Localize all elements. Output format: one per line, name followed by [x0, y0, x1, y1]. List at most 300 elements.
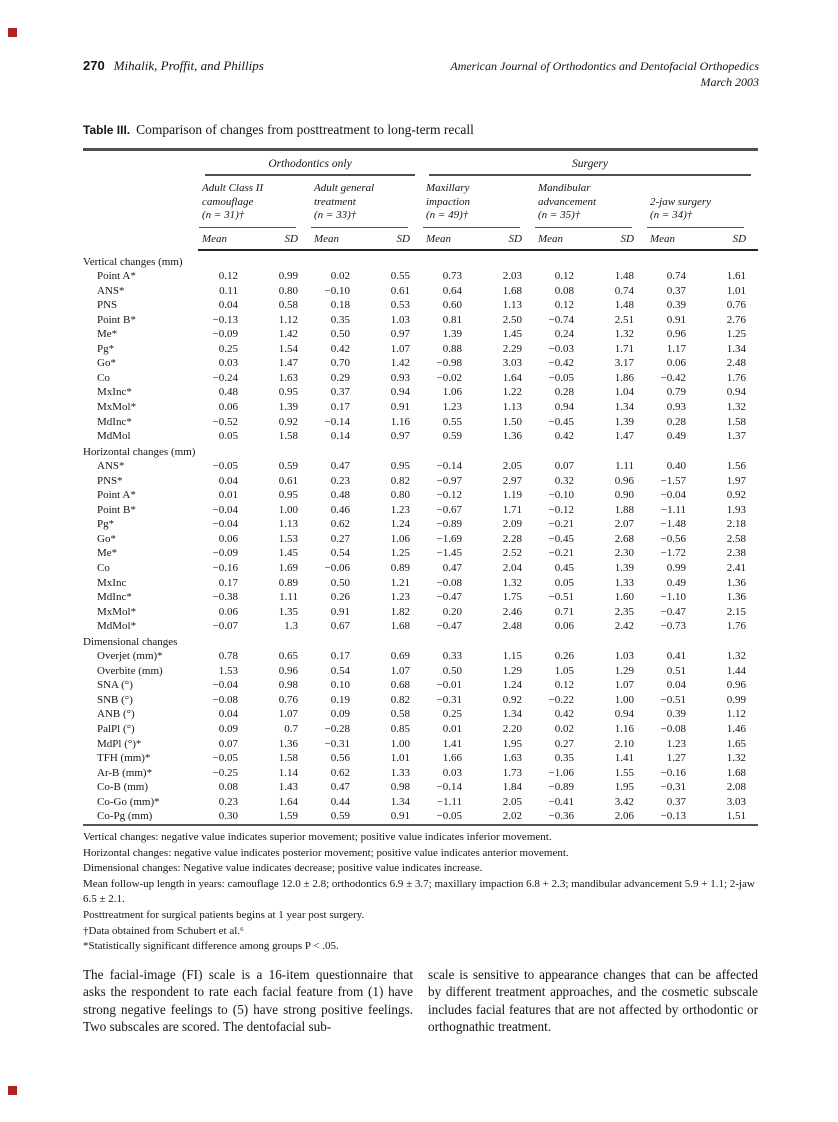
mean-value: −0.52 — [212, 415, 238, 428]
sd-value: 2.05 — [502, 460, 522, 473]
stub-cell — [83, 228, 198, 250]
sd-value: 1.19 — [502, 489, 522, 502]
row-label: MxMol* — [97, 400, 137, 413]
mean-value: 0.12 — [554, 299, 574, 312]
footnote: *Statistically significant difference among groups P < .05. — [83, 940, 339, 953]
mean-value: −1.11 — [660, 503, 686, 516]
section-header: Dimensional changes — [83, 635, 178, 648]
mean-value: 0.12 — [218, 270, 238, 283]
table-row — [83, 503, 758, 518]
table-row — [83, 488, 758, 503]
mean-value: 0.05 — [554, 576, 574, 589]
mean-value: −0.09 — [212, 547, 238, 560]
sd-value: 1.53 — [278, 532, 298, 545]
mean-value: 0.91 — [666, 313, 686, 326]
mean-value: 0.30 — [218, 810, 238, 823]
sd-value: 0.89 — [278, 576, 298, 589]
mean-value: 0.17 — [330, 650, 350, 663]
mean-value: 1.05 — [554, 664, 574, 677]
table-head — [83, 150, 758, 250]
mean-value: 0.64 — [442, 284, 462, 297]
mean-value: −0.01 — [436, 679, 462, 692]
sd-value: 1.23 — [390, 503, 410, 516]
sd-value: 0.98 — [278, 679, 298, 692]
sd-value: 1.51 — [726, 810, 747, 823]
sd-value: 2.28 — [502, 532, 522, 545]
mean-value: −0.04 — [212, 679, 238, 692]
mean-value: 0.11 — [219, 284, 238, 297]
issue-date: March 2003 — [700, 75, 759, 89]
sd-value: 0.96 — [278, 664, 298, 677]
mean-value: 0.08 — [218, 781, 238, 794]
sd-value: 0.95 — [278, 386, 298, 399]
mean-value: 0.78 — [218, 650, 238, 663]
mean-value: −1.11 — [436, 795, 462, 808]
sd-value: 0.97 — [390, 328, 410, 341]
mean-value: 0.07 — [554, 460, 574, 473]
sd-value: 2.06 — [614, 810, 634, 823]
sd-value: 2.05 — [502, 795, 522, 808]
mean-value: 0.01 — [442, 723, 462, 735]
sd-value: 0.94 — [390, 386, 410, 399]
mean-value: 0.42 — [330, 342, 350, 355]
mean-value: 0.33 — [442, 650, 462, 663]
subheader-mean: Mean — [646, 228, 702, 250]
sd-value: 1.33 — [390, 766, 410, 779]
table-row — [83, 342, 758, 357]
sd-value: 1.15 — [502, 650, 522, 663]
sd-value: 0.61 — [278, 474, 298, 487]
sd-value: 2.03 — [502, 270, 522, 283]
table-row — [83, 385, 758, 400]
mean-value: 0.45 — [554, 561, 574, 574]
row-label: Go* — [97, 532, 116, 545]
sd-value: 1.88 — [614, 503, 634, 516]
mean-value: 1.23 — [666, 737, 686, 750]
mean-value: −0.13 — [212, 313, 238, 326]
mean-value: 0.18 — [330, 299, 350, 312]
sd-value: 1.63 — [502, 752, 522, 765]
table-row — [83, 780, 758, 795]
group-header — [422, 150, 758, 177]
comparison-table — [83, 148, 758, 826]
group-label: Orthodontics only — [205, 158, 415, 176]
group-header-row — [83, 150, 758, 177]
sd-value: 1.11 — [279, 591, 298, 604]
sd-value: 2.35 — [614, 605, 634, 618]
column-header — [534, 176, 646, 228]
sd-value: 1.55 — [614, 766, 634, 779]
sd-value: 1.36 — [726, 576, 747, 589]
mean-value: −0.10 — [548, 489, 574, 502]
mean-value: 0.49 — [666, 576, 686, 589]
sd-value: 1.35 — [278, 605, 298, 618]
sd-value: 2.50 — [502, 313, 522, 326]
mean-value: 0.47 — [442, 561, 462, 574]
sd-value: 1.32 — [614, 328, 634, 341]
mean-value: −0.31 — [436, 693, 462, 706]
column-header — [310, 176, 422, 228]
sd-value: 1.43 — [278, 781, 298, 794]
mean-value: 0.09 — [330, 708, 350, 721]
sd-value: 1.06 — [390, 532, 410, 545]
sd-value: 1.42 — [278, 328, 298, 341]
sd-value: 0.68 — [390, 679, 410, 692]
row-label: Point A* — [97, 270, 136, 283]
sd-value: 0.90 — [614, 489, 634, 502]
mean-value: 0.50 — [330, 328, 350, 341]
table-row — [83, 284, 758, 299]
subheader-mean: Mean — [198, 228, 254, 250]
table-row — [83, 766, 758, 781]
footnote: Vertical changes: negative value indicates superior movement; positive value indicates inferior movement. — [83, 831, 552, 843]
mean-value: −0.04 — [660, 489, 686, 502]
table-footnotes — [83, 830, 761, 955]
mean-value: −0.31 — [324, 737, 350, 750]
sd-value: 0.76 — [278, 693, 298, 706]
sd-value: 1.07 — [390, 342, 410, 355]
mean-value: 0.09 — [218, 723, 238, 735]
row-label: MdInc* — [97, 415, 132, 428]
sd-value: 0.69 — [390, 650, 410, 663]
mean-value: −0.45 — [548, 532, 574, 545]
mean-value: 0.74 — [666, 270, 686, 283]
sd-value: 1.25 — [726, 328, 747, 341]
mean-value: 0.04 — [666, 679, 686, 692]
sd-value: 2.48 — [502, 620, 522, 633]
mean-value: 1.06 — [442, 386, 462, 399]
column-header — [422, 176, 534, 228]
running-head — [83, 58, 759, 90]
mean-value: 0.06 — [218, 605, 238, 618]
sd-value: 1.00 — [390, 737, 410, 750]
mean-value: 0.03 — [218, 357, 238, 370]
mean-value: 0.47 — [330, 781, 350, 794]
mean-value: 0.04 — [218, 299, 238, 312]
mean-value: −0.45 — [548, 415, 574, 428]
table-row — [83, 546, 758, 561]
sd-value: 0.7 — [284, 723, 298, 735]
journal-name: American Journal of Orthodontics and Dentofacial Orthopedics — [450, 59, 759, 73]
sd-value: 1.29 — [502, 664, 522, 677]
scan-mark-top — [8, 28, 17, 37]
table-row — [83, 517, 758, 532]
mean-value: −0.02 — [436, 371, 462, 384]
mean-value: −0.16 — [212, 561, 238, 574]
table-row — [83, 605, 758, 620]
sd-value: 1.93 — [726, 503, 747, 516]
mean-value: 0.29 — [330, 371, 350, 384]
sd-value: 1.76 — [726, 371, 747, 384]
mean-value: −0.98 — [436, 357, 462, 370]
sd-value: 1.61 — [726, 270, 747, 283]
mean-value: 0.02 — [330, 270, 350, 283]
mean-value: 0.54 — [330, 664, 350, 677]
table-row — [83, 722, 758, 737]
sd-value: 1.14 — [278, 766, 298, 779]
mean-value: −0.04 — [212, 518, 238, 531]
mean-value: −1.10 — [660, 591, 686, 604]
mean-value: −0.08 — [212, 693, 238, 706]
mean-value: 0.47 — [330, 460, 350, 473]
sd-value: 1.68 — [502, 284, 522, 297]
sd-value: 2.38 — [726, 547, 747, 560]
sd-value: 2.46 — [502, 605, 522, 618]
mean-value: 0.39 — [666, 299, 686, 312]
row-label: Pg* — [97, 518, 115, 531]
mean-value: 0.26 — [554, 650, 574, 663]
stub-cell — [83, 176, 198, 228]
row-label: ANS* — [97, 284, 125, 297]
sd-value: 2.58 — [726, 532, 747, 545]
sd-value: 1.07 — [390, 664, 410, 677]
table-row — [83, 664, 758, 679]
sd-value: 1.16 — [614, 723, 634, 735]
footnote: †Data obtained from Schubert et al.⁶ — [83, 924, 244, 937]
sd-value: 1.12 — [726, 708, 747, 721]
sd-value: 2.07 — [614, 518, 634, 531]
sd-value: 1.44 — [726, 664, 747, 677]
mean-value: −0.47 — [660, 605, 686, 618]
mean-value: 0.49 — [666, 430, 686, 443]
row-label: Ar-B (mm)* — [97, 766, 153, 779]
sd-value: 1.64 — [278, 795, 298, 808]
sd-value: 1.45 — [278, 547, 298, 560]
sd-value: 1.65 — [726, 737, 747, 750]
mean-value: −0.09 — [212, 328, 238, 341]
subheader-sd: SD — [702, 228, 758, 250]
sd-value: 1.47 — [614, 430, 634, 443]
mean-value: −0.51 — [548, 591, 574, 604]
sd-value: 1.86 — [614, 371, 634, 384]
sd-value: 1.36 — [502, 430, 522, 443]
sd-value: 1.32 — [726, 650, 747, 663]
sd-value: 2.51 — [614, 313, 634, 326]
mean-value: 0.94 — [554, 400, 574, 413]
mean-value: 0.02 — [554, 723, 574, 735]
row-label: Co — [97, 561, 110, 574]
sd-value: 1.01 — [726, 284, 747, 297]
sd-value: 0.92 — [502, 693, 522, 706]
mean-value: 0.50 — [330, 576, 350, 589]
sd-value: 1.37 — [726, 430, 747, 443]
mean-value: 0.04 — [218, 708, 238, 721]
mean-value: 0.42 — [554, 708, 574, 721]
mean-value: −1.48 — [660, 518, 686, 531]
mean-value: 0.37 — [666, 284, 686, 297]
subheader-mean: Mean — [422, 228, 478, 250]
sd-value: 1.13 — [502, 299, 522, 312]
sd-value: 3.42 — [614, 795, 634, 808]
mean-value: 0.06 — [218, 532, 238, 545]
page-number: 270 — [83, 58, 105, 73]
section-header: Horizontal changes (mm) — [83, 445, 196, 458]
sd-value: 1.95 — [502, 737, 522, 750]
subheader-sd: SD — [478, 228, 534, 250]
sd-value: 1.75 — [502, 591, 522, 604]
mean-value: 0.88 — [442, 342, 462, 355]
row-label: MdPl (°)* — [97, 737, 142, 750]
column-header-text: Adult Class II camouflage (n = 31)† — [199, 182, 296, 228]
row-label: Overjet (mm)* — [97, 650, 163, 663]
sd-value: 1.16 — [390, 415, 410, 428]
sd-value: 1.76 — [726, 620, 747, 633]
mean-value: −0.73 — [660, 620, 686, 633]
sd-value: 1.07 — [278, 708, 298, 721]
sd-value: 2.09 — [502, 518, 522, 531]
sd-value: 1.42 — [390, 357, 410, 370]
row-label: MxInc* — [97, 386, 132, 399]
table-row — [83, 532, 758, 547]
table-row — [83, 751, 758, 766]
footnote: Posttreatment for surgical patients begins at 1 year post surgery. — [83, 908, 365, 921]
row-label: Point B* — [97, 503, 136, 516]
table-row — [83, 809, 758, 825]
sd-value: 0.80 — [390, 489, 410, 502]
sd-value: 0.96 — [726, 679, 747, 692]
sd-value: 1.33 — [614, 576, 634, 589]
sd-value: 2.48 — [726, 357, 747, 370]
sd-value: 2.10 — [614, 737, 634, 750]
sd-value: 1.84 — [502, 781, 522, 794]
sd-value: 1.04 — [614, 386, 634, 399]
table-row — [83, 561, 758, 576]
sd-value: 1.71 — [614, 342, 634, 355]
sd-value: 0.58 — [278, 299, 298, 312]
row-label: MdInc* — [97, 591, 132, 604]
mean-value: 0.23 — [330, 474, 350, 487]
table-row — [83, 327, 758, 342]
mean-value: −0.05 — [548, 371, 574, 384]
mean-value: 0.39 — [666, 708, 686, 721]
mean-value: 0.60 — [442, 299, 462, 312]
sd-value: 1.82 — [390, 605, 410, 618]
table-row — [83, 356, 758, 371]
mean-value: −0.42 — [548, 357, 574, 370]
sd-value: 1.13 — [278, 518, 298, 531]
sd-value: 1.59 — [278, 810, 298, 823]
column-header — [646, 176, 758, 228]
mean-value: −0.41 — [548, 795, 574, 808]
sd-value: 0.85 — [390, 723, 410, 735]
mean-value: 0.59 — [442, 430, 462, 443]
group-header — [198, 150, 422, 177]
section-header-row — [83, 250, 758, 270]
table-row — [83, 737, 758, 752]
sd-value: 2.68 — [614, 532, 634, 545]
sd-value: 0.89 — [390, 561, 410, 574]
sd-value: 0.96 — [614, 474, 634, 487]
mean-value: 0.41 — [666, 650, 686, 663]
mean-value: 0.37 — [666, 795, 686, 808]
mean-value: 0.27 — [330, 532, 350, 545]
scan-mark-bottom — [8, 1086, 17, 1095]
sd-value: 0.97 — [390, 430, 410, 443]
running-head-right — [450, 58, 759, 90]
sd-value: 1.00 — [614, 693, 634, 706]
subheader-row — [83, 228, 758, 250]
table-row — [83, 693, 758, 708]
mean-value: 0.26 — [330, 591, 350, 604]
sd-value: 1.36 — [726, 591, 747, 604]
mean-value: −0.74 — [548, 313, 574, 326]
mean-value: 0.17 — [218, 576, 238, 589]
sd-value: 1.03 — [614, 650, 634, 663]
sd-value: 0.99 — [278, 270, 298, 283]
mean-value: 1.53 — [218, 664, 238, 677]
sd-value: 2.41 — [726, 561, 747, 574]
sd-value: 1.34 — [502, 708, 522, 721]
mean-value: −0.14 — [324, 415, 350, 428]
sd-value: 1.47 — [278, 357, 298, 370]
sd-value: 1.13 — [502, 400, 522, 413]
table-row — [83, 576, 758, 591]
sd-value: 1.54 — [278, 342, 298, 355]
mean-value: −0.51 — [660, 693, 686, 706]
sd-value: 1.73 — [502, 766, 522, 779]
mean-value: −1.72 — [660, 547, 686, 560]
mean-value: 0.59 — [330, 810, 350, 823]
mean-value: −0.03 — [548, 342, 574, 355]
mean-value: −0.14 — [436, 460, 462, 473]
table-caption — [83, 122, 474, 138]
table-row — [83, 459, 758, 474]
subheader-mean: Mean — [534, 228, 590, 250]
mean-value: −0.28 — [324, 723, 350, 735]
mean-value: −0.12 — [436, 489, 462, 502]
footnote: Dimensional changes: Negative value indicates decrease; positive value indicates increase. — [83, 862, 483, 875]
sd-value: 1.21 — [390, 576, 410, 589]
sd-value: 1.39 — [278, 400, 298, 413]
mean-value: −0.47 — [436, 620, 462, 633]
subheader-sd: SD — [590, 228, 646, 250]
mean-value: −0.24 — [212, 371, 238, 384]
mean-value: −0.14 — [436, 781, 462, 794]
sd-value: 1.68 — [390, 620, 410, 633]
row-label: SNB (°) — [97, 693, 133, 706]
footnote: Horizontal changes: negative value indicates posterior movement; positive value indicates anterior movement. — [83, 846, 569, 859]
mean-value: −0.07 — [212, 620, 238, 633]
sd-value: 1.50 — [502, 415, 522, 428]
sd-value: 0.58 — [390, 708, 410, 721]
sd-value: 0.94 — [614, 708, 634, 721]
sd-value: 1.12 — [278, 313, 298, 326]
mean-value: −0.42 — [660, 371, 686, 384]
sd-value: 1.34 — [726, 342, 747, 355]
mean-value: 0.46 — [330, 503, 350, 516]
sd-value: 2.42 — [614, 620, 634, 633]
table-row — [83, 619, 758, 634]
sd-value: 1.64 — [502, 371, 522, 384]
mean-value: 0.04 — [218, 474, 238, 487]
mean-value: −0.10 — [324, 284, 350, 297]
sd-value: 1.36 — [278, 737, 298, 750]
table-row — [83, 678, 758, 693]
sd-value: 1.3 — [284, 620, 298, 633]
mean-value: −0.05 — [436, 810, 462, 823]
mean-value: 1.17 — [666, 342, 686, 355]
column-header-row — [83, 176, 758, 228]
mean-value: 0.73 — [442, 270, 462, 283]
table-row — [83, 400, 758, 415]
mean-value: 0.01 — [218, 489, 238, 502]
sd-value: 2.76 — [726, 313, 747, 326]
mean-value: −0.13 — [660, 810, 686, 823]
table-row — [83, 415, 758, 430]
mean-value: 0.28 — [666, 415, 686, 428]
stub-cell — [83, 150, 198, 177]
mean-value: 0.79 — [666, 386, 686, 399]
